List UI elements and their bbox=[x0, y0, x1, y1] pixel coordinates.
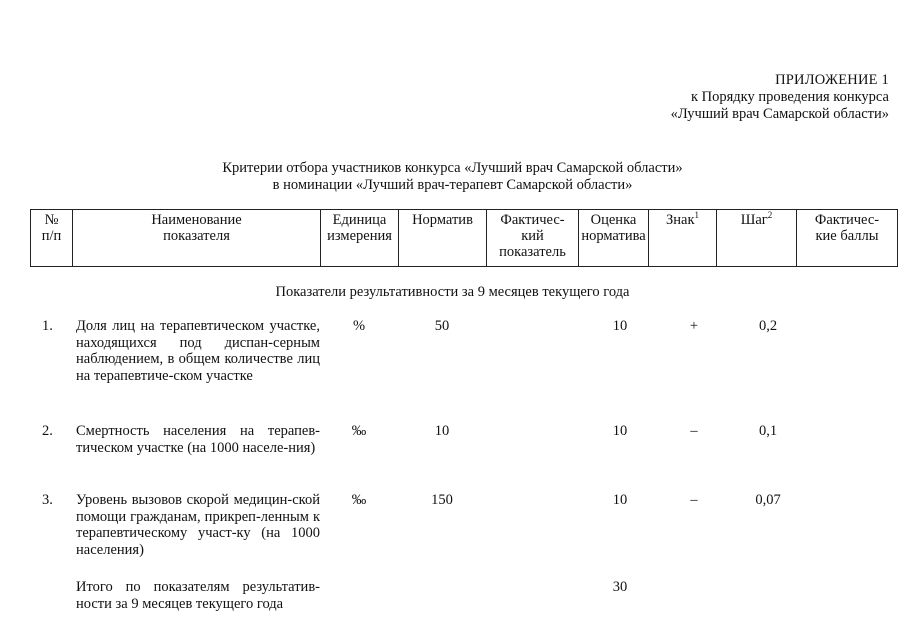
header-step-text: Шаг bbox=[740, 212, 768, 228]
row-3-norm: 150 bbox=[431, 492, 453, 508]
total-label: Итого по показателям результатив-ности за 9 месяцев текущего года bbox=[76, 579, 320, 612]
row-2-name: Смертность населения на терапев-тическом участке (на 1000 населе-ния) bbox=[76, 423, 320, 456]
row-2-step: 0,1 bbox=[758, 423, 778, 439]
row-1-step: 0,2 bbox=[758, 318, 778, 334]
header-cell-actual-value bbox=[487, 210, 579, 267]
row-3-score: 10 bbox=[612, 492, 628, 508]
criteria-table-header bbox=[30, 209, 898, 267]
row-2-number: 2. bbox=[42, 423, 53, 439]
row-1-number: 1. bbox=[42, 318, 53, 334]
row-1-norm: 50 bbox=[434, 318, 450, 334]
row-3-name: Уровень вызовов скорой медицин-ской помощи гражданам, прикреп-ленным к терапевтическому участ-ку (на 1000 населения) bbox=[76, 492, 320, 558]
row-1-sign: + bbox=[689, 318, 699, 334]
header-name-text: Наименование показателя bbox=[151, 212, 242, 244]
header-norm-text: Норматив bbox=[412, 212, 473, 228]
header-cell-norm-score bbox=[579, 210, 649, 267]
header-unit-text: Единица измерения bbox=[327, 212, 392, 244]
row-1-unit: % bbox=[352, 318, 366, 334]
row-3-sign: – bbox=[690, 492, 698, 508]
header-sign-footnote: 1 bbox=[694, 210, 699, 220]
appendix-heading bbox=[671, 72, 889, 123]
row-2-score: 10 bbox=[612, 423, 628, 439]
header-cell-sign bbox=[649, 210, 717, 267]
header-actual-points-text: Фактичес- кие баллы bbox=[814, 212, 880, 244]
header-number-text: № п/п bbox=[41, 212, 62, 244]
row-3-number: 3. bbox=[42, 492, 53, 508]
header-row bbox=[31, 210, 898, 267]
header-norm-score-text: Оценка норматива bbox=[581, 212, 646, 244]
row-1-name: Доля лиц на терапевтическом участке, находящихся под диспан-серным наблюдением, в общем количестве лиц на терапевтиче-ском участке bbox=[76, 318, 320, 384]
row-1-score: 10 bbox=[612, 318, 628, 334]
appendix-title: ПРИЛОЖЕНИЕ 1 bbox=[775, 72, 889, 88]
row-3-step: 0,07 bbox=[755, 492, 781, 508]
header-sign-text: Знак bbox=[665, 212, 695, 228]
document-caption bbox=[0, 160, 905, 194]
row-3-unit: ‰ bbox=[351, 492, 367, 508]
row-2-unit: ‰ bbox=[351, 423, 367, 439]
appendix-line-3: «Лучший врач Самарской области» bbox=[670, 106, 889, 122]
header-cell-actual-points bbox=[797, 210, 898, 267]
row-2-norm: 10 bbox=[434, 423, 450, 439]
header-cell-number bbox=[31, 210, 73, 267]
header-cell-unit bbox=[321, 210, 399, 267]
row-2-sign: – bbox=[690, 423, 698, 439]
total-score: 30 bbox=[612, 579, 628, 595]
section-title: Показатели результативности за 9 месяцев текущего года bbox=[275, 284, 630, 300]
header-step-footnote: 2 bbox=[767, 210, 773, 220]
appendix-line-2: к Порядку проведения конкурса bbox=[690, 89, 889, 105]
header-actual-value-text: Фактичес- кий показатель bbox=[499, 212, 566, 260]
header-cell-step bbox=[717, 210, 797, 267]
caption-line-2: в номинации «Лучший врач-терапевт Самарской области» bbox=[272, 177, 633, 193]
header-cell-name bbox=[73, 210, 321, 267]
caption-line-1: Критерии отбора участников конкурса «Лучший врач Самарской области» bbox=[222, 160, 683, 176]
header-cell-norm bbox=[399, 210, 487, 267]
